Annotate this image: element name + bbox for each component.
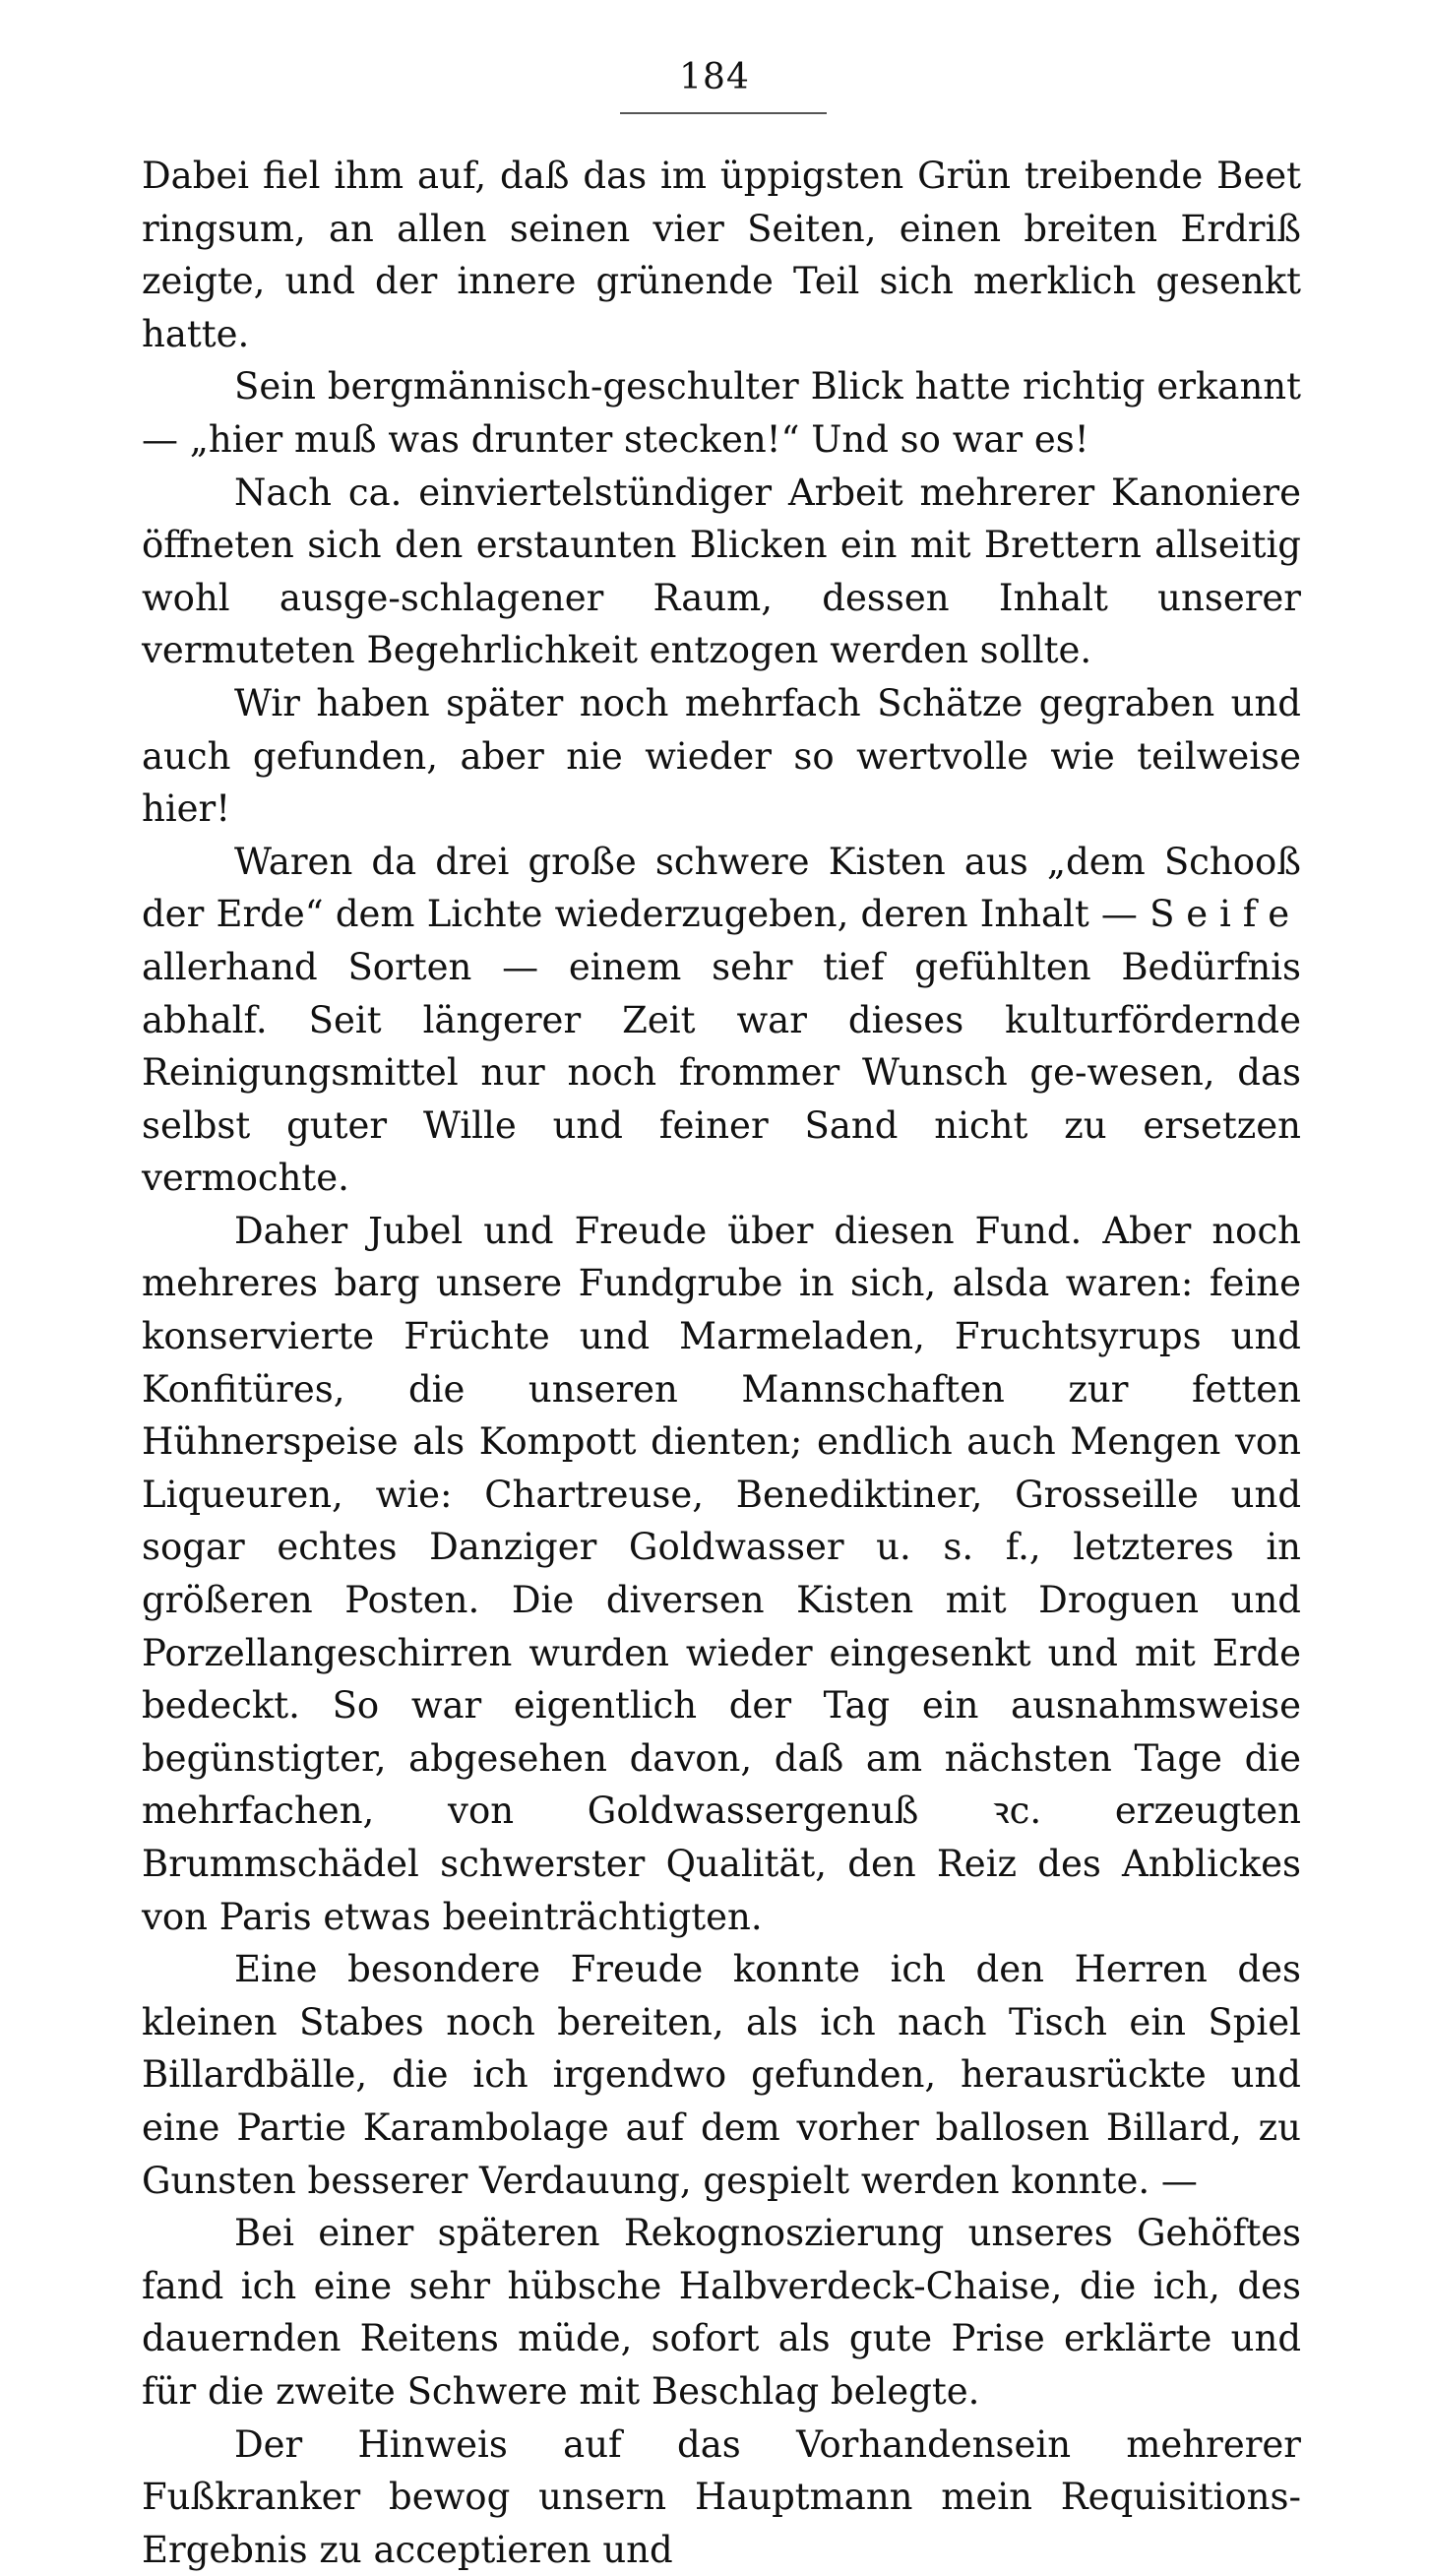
paragraph-5-after: allerhand Sorten — einem sehr tief gefühlten Bedürfnis abhalf. Seit längerer Zeit war dieses kulturfördernde Reinigungsmittel nur noch frommer Wunsch ge-wesen, das selbst guter Wille und feiner Sand nicht zu ersetzen vermochte. — [142, 945, 1301, 1200]
paragraph-1: Dabei fiel ihm auf, daß das im üppigsten Grün treibende Beet ringsum, an allen seinen vier Seiten, einen breiten Erdriß zeigte, und der innere grünende Teil sich merklich gesenkt hatte. — [142, 155, 1301, 355]
paragraph-3: Nach ca. einviertelstündiger Arbeit mehrerer Kanoniere öffneten sich den erstaunten Blicken ein mit Brettern allseitig wohl ausge-schlagener Raum, dessen Inhalt unserer vermuteten Begehrlichkeit entzogen werden sollte. — [142, 471, 1301, 672]
paragraph-7: Eine besondere Freude konnte ich den Herren des kleinen Stabes noch bereiten, als ich nach Tisch ein Spiel Billardbälle, die ich irgendwo gefunden, herausrückte und eine Partie Karambolage auf dem vorher ballosen Billard, zu Gunsten besserer Verdauung, gespielt werden konnte. — — [142, 1948, 1301, 2202]
body-text — [142, 150, 1301, 2576]
paragraph-6: Daher Jubel und Freude über diesen Fund. Aber noch mehreres barg unsere Fundgrube in sich, alsda waren: feine konservierte Früchte und Marmeladen, Fruchtsyrups und Konfitüres, die unseren Mannschaften zur fetten Hühnerspeise als Kompott dienten; endlich auch Mengen von Liqueuren, wie: Chartreuse, Benediktiner, Grosseille und sogar echtes Danziger Goldwasser u. s. f., letzteres in größeren Posten. Die diversen Kisten mit Droguen und Porzellangeschirren wurden wieder eingesenkt und mit Erde bedeckt. So war eigentlich der Tag ein ausnahmsweise begünstigter, abgesehen davon, daß am nächsten Tage die mehrfachen, von Goldwassergenuß ꝛc. erzeugten Brummschädel schwerster Qualität, den Reiz des Anblickes von Paris etwas beeinträchtigten. — [142, 1209, 1301, 1938]
paragraph-5-before: Waren da drei große schwere Kisten aus „dem Schooß der Erde“ dem Lichte wiederzugeben, deren Inhalt — — [142, 840, 1301, 936]
header-rule — [620, 112, 827, 114]
paragraph-5-spaced-word: Seife — [1149, 893, 1301, 936]
paragraph-4: Wir haben später noch mehrfach Schätze gegraben und auch gefunden, aber nie wieder so wertvolle wie teilweise hier! — [142, 681, 1301, 831]
page-number: 184 — [679, 57, 750, 97]
paragraph-9: Der Hinweis auf das Vorhandensein mehrerer Fußkranker bewog unsern Hauptmann mein Requisitions-Ergebnis zu acceptieren und — [142, 2422, 1301, 2571]
paragraph-5 — [142, 836, 1301, 1205]
paragraph-8: Bei einer späteren Rekognoszierung unseres Gehöftes fand ich eine sehr hübsche Halbverdeck-Chaise, die ich, des dauernden Reitens müde, sofort als gute Prise erklärte und für die zweite Schwere mit Beschlag belegte. — [142, 2212, 1301, 2413]
paragraph-2: Sein bergmännisch-geschulter Blick hatte richtig erkannt — „hier muß was drunter stecken!“ Und so war es! — [142, 365, 1301, 461]
